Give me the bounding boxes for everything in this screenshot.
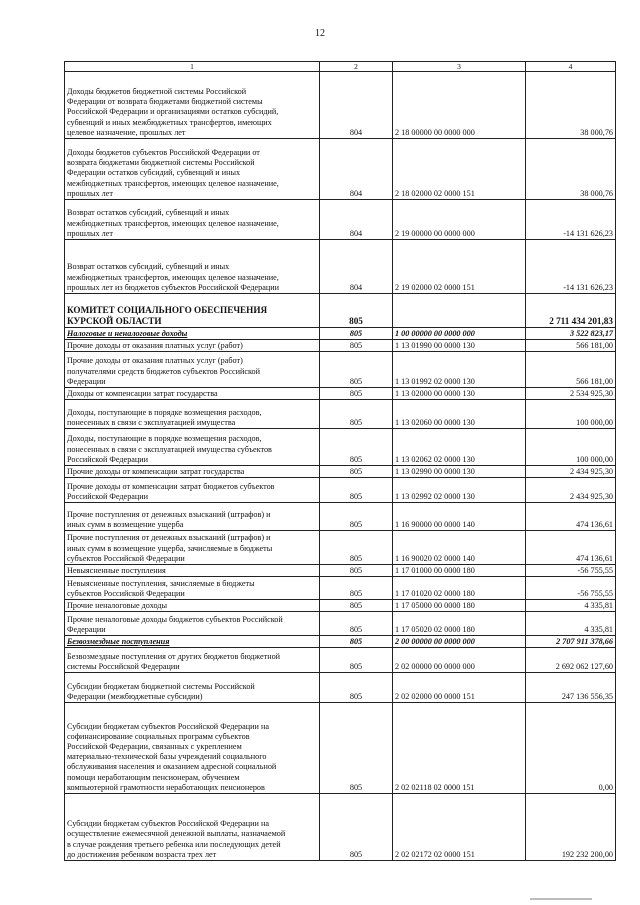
cell-amount: 2 434 925,30 [526,466,616,478]
table-row [65,565,616,577]
table-row [65,388,616,400]
cell-budget-code: 1 13 01990 00 0000 130 [393,340,526,352]
cell-name: Прочие неналоговые доходы [65,600,320,612]
table-row [65,466,616,478]
cell-admin-code: 805 [320,352,393,388]
cell-budget-code: 1 13 01992 02 0000 130 [393,352,526,388]
cell-admin-code: 805 [320,600,393,612]
cell-admin-code: 805 [320,673,393,703]
cell-budget-code: 1 00 00000 00 0000 000 [393,328,526,340]
budget-revenue-table [64,61,616,861]
cell-budget-code: 2 18 00000 00 0000 000 [393,72,526,139]
section-row [65,328,616,340]
cell-budget-code: 1 13 02062 02 0000 130 [393,429,526,466]
cell-amount: 2 434 925,30 [526,478,616,503]
section-row [65,636,616,648]
cell-name: Возврат остатков субсидий, субвенций и иных межбюджетных трансфертов, имеющих целевое назначение, прошлых лет [65,200,320,240]
cell-budget-code: 2 18 02000 02 0000 151 [393,139,526,200]
cell-admin-code: 804 [320,139,393,200]
cell-budget-code: 1 13 02992 02 0000 130 [393,478,526,503]
header-col-2: 2 [320,62,393,72]
cell-amount: -56 755,55 [526,565,616,577]
cell-amount: 38 000,76 [526,72,616,139]
cell-amount: 0,00 [526,703,616,794]
cell-amount: 100 000,00 [526,429,616,466]
cell-amount: -14 131 626,23 [526,240,616,294]
cell-admin-code: 805 [320,703,393,794]
cell-admin-code: 805 [320,478,393,503]
cell-admin-code: 804 [320,200,393,240]
cell-admin-code: 805 [320,636,393,648]
cell-amount: 566 181,00 [526,340,616,352]
cell-admin-code: 805 [320,565,393,577]
cell-budget-code: 2 02 02000 00 0000 151 [393,673,526,703]
cell-budget-code: 2 00 00000 00 0000 000 [393,636,526,648]
table-row [65,429,616,466]
cell-name: Доходы бюджетов субъектов Российской Федерации от возврата бюджетами бюджетной системы Российской Федерации остатков субсидий, субвенций и иных межбюджетных трансфертов, имеющих целевое назначение, прошлых лет [65,139,320,200]
cell-budget-code: 2 02 00000 00 0000 000 [393,648,526,673]
cell-admin-code: 805 [320,794,393,861]
table-row [65,794,616,861]
cell-admin-code: 805 [320,294,393,328]
cell-budget-code: 1 17 05020 02 0000 180 [393,612,526,636]
cell-amount: 474 136,61 [526,503,616,531]
cell-amount: 2 534 925,30 [526,388,616,400]
cell-budget-code: 1 16 90000 00 0000 140 [393,503,526,531]
cell-name: Безвозмездные поступления от других бюджетов бюджетной системы Российской Федерации [65,648,320,673]
table-row [65,200,616,240]
cell-name: Прочие поступления от денежных взысканий (штрафов) и иных сумм в возмещение ущерба [65,503,320,531]
table-body [65,62,616,861]
table-row [65,400,616,429]
cell-name: Прочие поступления от денежных взысканий (штрафов) и иных сумм в возмещение ущерба, зачисляемые в бюджеты субъектов Российской Федерации [65,531,320,565]
table-row [65,139,616,200]
cell-admin-code: 805 [320,400,393,429]
cell-amount: 2 692 062 127,60 [526,648,616,673]
cell-name: Субсидии бюджетам субъектов Российской Федерации на осуществление ежемесячной денежной выплаты, назначаемой в случае рождения третьего ребенка или последующих детей до достижения ребенком возраста трех лет [65,794,320,861]
cell-name: Налоговые и неналоговые доходы [65,328,320,340]
cell-name: Прочие доходы от компенсации затрат государства [65,466,320,478]
cell-amount: 4 335,81 [526,612,616,636]
cell-budget-code: 1 13 02990 00 0000 130 [393,466,526,478]
cell-name: Доходы от компенсации затрат государства [65,388,320,400]
table-row [65,600,616,612]
table-row [65,531,616,565]
cell-admin-code: 805 [320,466,393,478]
cell-amount: 2 711 434 201,83 [526,294,616,328]
table-row [65,340,616,352]
table-row [65,352,616,388]
cell-budget-code: 1 13 02000 00 0000 130 [393,388,526,400]
cell-budget-code: 1 17 05000 00 0000 180 [393,600,526,612]
cell-amount: 192 232 200,00 [526,794,616,861]
cell-budget-code: 1 13 02060 00 0000 130 [393,400,526,429]
cell-budget-code [393,294,526,328]
cell-amount: 2 707 911 378,66 [526,636,616,648]
cell-budget-code: 1 17 01020 02 0000 180 [393,577,526,600]
table-row [65,577,616,600]
table-row [65,673,616,703]
cell-budget-code: 2 02 02118 02 0000 151 [393,703,526,794]
header-col-1: 1 [65,62,320,72]
cell-admin-code: 804 [320,240,393,294]
cell-admin-code: 805 [320,503,393,531]
cell-amount: 474 136,61 [526,531,616,565]
cell-budget-code: 2 19 00000 00 0000 000 [393,200,526,240]
table-row [65,240,616,294]
table-row [65,648,616,673]
scan-artifact [530,898,592,900]
cell-name: Безвозмездные поступления [65,636,320,648]
organization-row [65,294,616,328]
cell-name: КОМИТЕТ СОЦИАЛЬНОГО ОБЕСПЕЧЕНИЯ КУРСКОЙ ОБЛАСТИ [65,294,320,328]
cell-budget-code: 2 19 02000 02 0000 151 [393,240,526,294]
cell-budget-code: 1 16 90020 02 0000 140 [393,531,526,565]
cell-name: Прочие доходы от оказания платных услуг (работ) [65,340,320,352]
cell-admin-code: 804 [320,72,393,139]
cell-name: Прочие доходы от компенсации затрат бюджетов субъектов Российской Федерации [65,478,320,503]
cell-admin-code: 805 [320,612,393,636]
cell-admin-code: 805 [320,328,393,340]
table-row [65,503,616,531]
cell-admin-code: 805 [320,388,393,400]
cell-amount: 4 335,81 [526,600,616,612]
table-row [65,72,616,139]
cell-admin-code: 805 [320,340,393,352]
cell-amount: 247 136 556,35 [526,673,616,703]
table-row [65,703,616,794]
header-col-4: 4 [526,62,616,72]
header-col-3: 3 [393,62,526,72]
cell-name: Субсидии бюджетам бюджетной системы Российской Федерации (межбюджетные субсидии) [65,673,320,703]
cell-amount: 566 181,00 [526,352,616,388]
cell-amount: 100 000,00 [526,400,616,429]
cell-amount: 38 000,76 [526,139,616,200]
cell-name: Субсидии бюджетам субъектов Российской Федерации на софинансирование социальных программ субъектов Российской Федерации, связанных с укреплением материально-технической базы учреждений социального обслуживания населения и оказанием адресной социальной помощи неработающим пенсионерам, обучением компьютерной грамотности неработающих пенсионеров [65,703,320,794]
table-row [65,612,616,636]
cell-budget-code: 1 17 01000 00 0000 180 [393,565,526,577]
cell-name: Возврат остатков субсидий, субвенций и иных межбюджетных трансфертов, имеющих целевое назначение, прошлых лет из бюджетов субъектов Российской Федерации [65,240,320,294]
table-header-row [65,62,616,72]
cell-admin-code: 805 [320,648,393,673]
cell-budget-code: 2 02 02172 02 0000 151 [393,794,526,861]
cell-amount: -56 755,55 [526,577,616,600]
cell-amount: 3 522 823,17 [526,328,616,340]
cell-amount: -14 131 626,23 [526,200,616,240]
cell-admin-code: 805 [320,577,393,600]
cell-name: Прочие доходы от оказания платных услуг (работ) получателями средств бюджетов субъектов Российской Федерации [65,352,320,388]
cell-name: Невыясненные поступления [65,565,320,577]
cell-name: Прочие неналоговые доходы бюджетов субъектов Российской Федерации [65,612,320,636]
page-number: 12 [315,28,325,39]
cell-name: Невыясненные поступления, зачисляемые в бюджеты субъектов Российской Федерации [65,577,320,600]
cell-admin-code: 805 [320,531,393,565]
cell-name: Доходы, поступающие в порядке возмещения расходов, понесенных в связи с эксплуатацией имущества [65,400,320,429]
cell-name: Доходы бюджетов бюджетной системы Российской Федерации от возврата бюджетами бюджетной системы Российской Федерации и организациями остатков субсидий, субвенций и иных межбюджетных трансфертов, имеющих целевое назначение, прошлых лет [65,72,320,139]
table-row [65,478,616,503]
cell-name: Доходы, поступающие в порядке возмещения расходов, понесенных в связи с эксплуатацией имущества субъектов Российской Федерации [65,429,320,466]
cell-admin-code: 805 [320,429,393,466]
